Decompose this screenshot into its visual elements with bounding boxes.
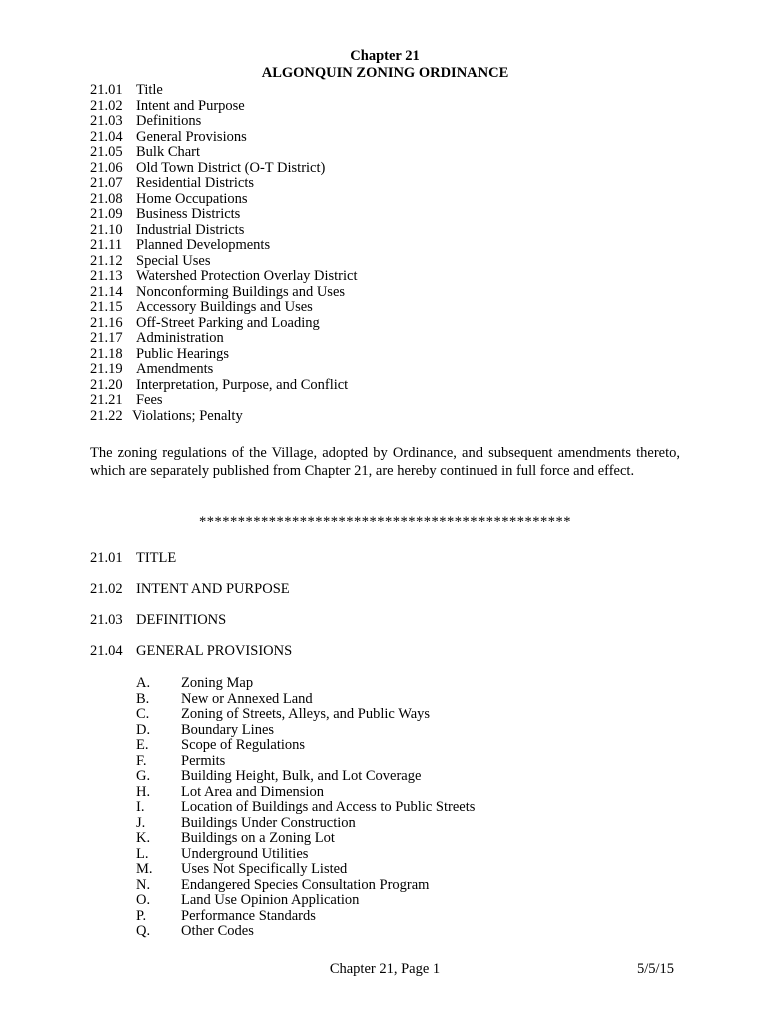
toc-item: 21.16 Off-Street Parking and Loading xyxy=(90,314,320,331)
list-item: P. Performance Standards xyxy=(136,907,316,924)
list-item: K. Buildings on a Zoning Lot xyxy=(136,830,335,846)
footer-date: 5/5/15 xyxy=(637,961,675,977)
toc-item: 21.05 Bulk Chart xyxy=(90,144,201,160)
toc-item: 21.21 Fees xyxy=(90,392,163,408)
toc-item: 21.13 Watershed Protection Overlay District xyxy=(90,268,358,284)
section-heading-definitions: 21.03 DEFINITIONS xyxy=(90,612,227,628)
page-number-footer: Chapter 21, Page 1 xyxy=(329,961,441,977)
toc-item: 21.14 Nonconforming Buildings and Uses xyxy=(90,283,346,300)
section-heading-general-provisions: 21.04 GENERAL PROVISIONS xyxy=(90,643,293,659)
toc-item: 21.02 Intent and Purpose xyxy=(90,97,245,114)
general-provisions-list xyxy=(136,676,475,940)
section-heading-intent: 21.02 INTENT AND PURPOSE xyxy=(90,581,290,597)
chapter-heading: Chapter 21 xyxy=(350,48,420,64)
toc-item: 21.20 Interpretation, Purpose, and Conflict xyxy=(90,376,349,393)
list-item: Q. Other Codes xyxy=(136,923,254,939)
toc-item: 21.22 Violations; Penalty xyxy=(90,407,243,424)
list-item: J. Buildings Under Construction xyxy=(136,814,356,831)
list-item: C. Zoning of Streets, Alleys, and Public Ways xyxy=(136,706,431,722)
ordinance-title: ALGONQUIN ZONING ORDINANCE xyxy=(261,65,509,81)
toc-item: 21.09 Business Districts xyxy=(90,206,241,222)
list-item: M. Uses Not Specifically Listed xyxy=(136,861,348,877)
table-of-contents xyxy=(90,83,358,424)
toc-item: 21.06 Old Town District (O-T District) xyxy=(90,159,326,176)
list-item: A. Zoning Map xyxy=(136,675,254,691)
intro-paragraph: The zoning regulations of the Village, adopted by Ordinance, and subsequent amendments thereto, which are separately published from Chapter 21, are hereby continued in full force and effect. xyxy=(90,445,680,479)
toc-item: 21.03 Definitions xyxy=(90,113,202,129)
toc-item: 21.18 Public Hearings xyxy=(90,345,230,362)
toc-item: 21.12 Special Uses xyxy=(90,252,211,269)
toc-item: 21.08 Home Occupations xyxy=(90,190,248,207)
toc-item: 21.17 Administration xyxy=(90,330,224,346)
toc-item: 21.19 Amendments xyxy=(90,361,214,377)
toc-item: 21.04 General Provisions xyxy=(90,128,247,145)
list-item: B. New or Annexed Land xyxy=(136,690,313,707)
list-item: F. Permits xyxy=(136,752,226,769)
toc-item: 21.10 Industrial Districts xyxy=(90,221,245,238)
list-item: E. Scope of Regulations xyxy=(136,737,306,753)
list-item: D. Boundary Lines xyxy=(136,721,275,738)
toc-item: 21.11 Planned Developments xyxy=(90,237,271,253)
list-item: G. Building Height, Bulk, and Lot Coverage xyxy=(136,768,422,784)
list-item: L. Underground Utilities xyxy=(136,845,309,862)
toc-item: 21.01 Title xyxy=(90,82,163,98)
toc-item: 21.07 Residential Districts xyxy=(90,175,254,191)
toc-item: 21.15 Accessory Buildings and Uses xyxy=(90,299,313,315)
list-item: I. Location of Buildings and Access to Public Streets xyxy=(136,799,476,815)
list-item: N. Endangered Species Consultation Program xyxy=(136,876,430,893)
separator: ************************************************ xyxy=(199,514,571,530)
list-item: O. Land Use Opinion Application xyxy=(136,892,360,908)
list-item: H. Lot Area and Dimension xyxy=(136,783,324,800)
section-heading-title: 21.01 TITLE xyxy=(90,550,177,566)
